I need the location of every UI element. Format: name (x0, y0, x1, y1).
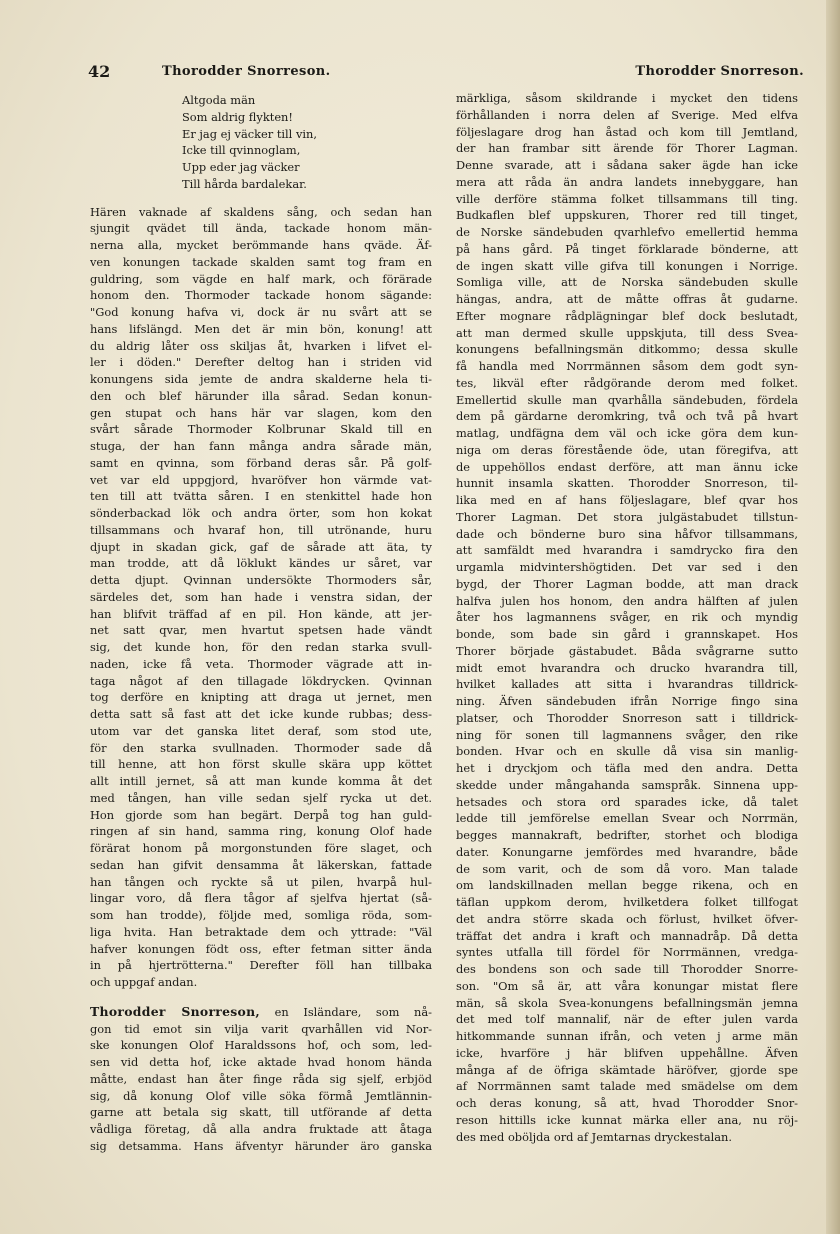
paragraph-skald (90, 204, 432, 991)
text-line: de uppehöllos endast derföre, att man ännu icke (456, 459, 798, 474)
running-head-left: Thorodder Snorreson. (162, 64, 331, 79)
text-line: djupt in skadan gick, gaf de sårade att äta, ty (90, 539, 432, 554)
verse-line: Till hårda bardalekar. (182, 176, 307, 191)
text-line: hvilket kallades att sitta i hvarandras tilldrick- (456, 677, 798, 692)
text-line: vådliga företag, då alla andra fruktade att åtaga (90, 1122, 432, 1136)
text-line: män, så skola Svea-konungens befallningsmän jemna (456, 995, 798, 1010)
text-line: halfva julen hos honom, den andra hälften af julen (456, 593, 798, 608)
running-header (88, 58, 804, 84)
section-title: Thorodder Snorreson, (90, 1003, 261, 1019)
text-line: ringen af sin hand, samma ring, konung Olof hade (90, 824, 432, 839)
text-line: detta satt så fast att det icke kunde rubbas; dess- (90, 707, 432, 721)
text-line: sedan han gifvit densamma åt läkerskan, fattade (90, 857, 432, 872)
section-opening-line (90, 1004, 432, 1021)
text-line: bonde, som bade sin gård i grannskapet. Hos (456, 627, 798, 641)
text-line: de som varit, och de som då voro. Man talade (456, 861, 798, 876)
text-line: hitkommande sunnan ifrån, och veten j arme män (456, 1029, 798, 1043)
text-line: sjungit qvädet till ända, tackade honom män- (90, 221, 432, 236)
paragraph-thorodder (90, 1004, 432, 1155)
text-line: sig detsamma. Hans äfventyr härunder äro ganska (90, 1138, 432, 1153)
text-line: svårt sårade Thormoder Kolbrunar Skald till en (90, 422, 432, 437)
text-line: matlag, undfägna dem väl och icke göra dem kun- (456, 426, 798, 440)
text-line: märkliga, såsom skildrande i mycket den tidens (456, 91, 798, 105)
text-line: detta djupt. Qvinnan undersökte Thormoders sår, (90, 573, 432, 587)
text-line: guldring, som vägde en half mark, och förärade (90, 271, 432, 286)
text-line: naden, icke få veta. Thormoder vägrade att in- (90, 656, 432, 671)
text-line: begges mannakraft, bedrifter, storhet och blodiga (456, 828, 798, 842)
text-line: dem på gärdarne deromkring, två och två på hvart (456, 409, 798, 424)
text-line: särdeles det, som han hade i venstra sidan, der (90, 589, 432, 604)
text-line: Budkaflen blef uppskuren, Thorer red till tinget, (456, 208, 798, 223)
text-line: till henne, att hon först skulle skära upp köttet (90, 757, 432, 772)
text-line: samt en qvinna, som förband deras sår. På golf- (90, 455, 432, 470)
verse-line: Icke till qvinnoglam, (182, 143, 301, 158)
text-line: ledde till jemförelse emellan Svear och Norrmän, (456, 811, 798, 826)
text-line: midt emot hvarandra och drucko hvarandra till, (456, 660, 798, 675)
text-line: ske konungen Olof Haraldssons hof, och som, led- (90, 1038, 432, 1053)
text-line: åter hos lagmannens svåger, en rik och myndig (456, 610, 798, 625)
text-line: son. "Om så är, att våra konungar mistat flere (456, 978, 798, 993)
text-line: många af de öfriga skämtade häröfver, gjorde spe (456, 1062, 798, 1077)
left-column (90, 90, 432, 1155)
text-line: Somliga ville, att de Norska sändebuden skulle (456, 275, 798, 290)
text-line: Hären vaknade af skaldens sång, och sedan han (90, 204, 432, 219)
verse-line: Altgoda män (182, 93, 256, 107)
text-line: des med oböljda ord af Jemtarnas dryckestalan. (456, 1129, 732, 1144)
text-line: Efter mognare rådplägningar blef dock beslutadt, (456, 308, 798, 323)
text-line: liga hvita. Han betraktade dem och yttrade: "Väl (90, 924, 432, 939)
text-line: måtte, endast han åter finge råda sig sjelf, erbjöd (90, 1071, 432, 1086)
text-line: "God konung hafva vi, dock är nu svårt att se (90, 305, 432, 319)
text-line: allt intill jernet, så att man kunde komma åt det (90, 774, 432, 788)
text-line: der han frambar sitt ärende för Thorer Lagman. (456, 141, 798, 156)
text-line: det andra större skada och förlust, hvilket öfver- (456, 911, 798, 926)
text-line: träffat det andra i kraft och mannadråp. Då detta (456, 928, 798, 943)
text-line: ler i döden." Derefter deltog han i striden vid (90, 355, 432, 370)
text-line: des bondens son och sade till Thorodder Snorre- (456, 962, 798, 976)
text-line: lingar voro, då flera tågor af sjelfva hjertat (så- (90, 891, 432, 906)
text-line: du aldrig låter oss skiljas åt, hvarken i lifvet el- (90, 338, 432, 353)
page-number: 42 (88, 62, 111, 81)
running-head-right: Thorodder Snorreson. (635, 64, 804, 79)
text-line: sönderbackad lök och andra örter, som hon kokat (90, 506, 432, 520)
text-line: lika med en af hans följeslagare, blef qvar hos (456, 493, 798, 507)
verse-line: Som aldrig flykten! (182, 109, 293, 124)
text-line: utom var det ganska litet deraf, som stod ute, (90, 723, 432, 738)
text-line: urgamla midvintershögtiden. Det var sed i den (456, 560, 798, 574)
verse-line: Er jag ej väcker till vin, (182, 126, 317, 141)
text-line: nerna alla, mycket berömmande hans qväde. Äf- (90, 238, 432, 252)
text-line: mera att råda än andra landets innebyggare, han (456, 174, 798, 189)
text-line: konungens sida jemte de andra skalderne hela ti- (90, 372, 432, 386)
verse-block (90, 92, 432, 193)
text-line: bonden. Hvar och en skulle då visa sin manlig- (456, 744, 798, 759)
text-line: få handla med Norrmännen såsom dem godt syn- (456, 359, 798, 373)
text-line: het i dryckjom och täfla med den andra. Detta (456, 761, 798, 775)
text-line: ning. Äfven sändebuden ifrån Norrige fingo sina (456, 694, 798, 708)
text-line: han tången och ryckte så ut pilen, hvarpå hul- (90, 874, 432, 889)
text-line: honom den. Thormoder tackade honom sägande: (90, 288, 432, 303)
text-line: Thorer Lagman. Det stora julgästabudet tillstun- (456, 509, 798, 524)
text-line: konungens befallningsmän ditkommo; dessa skulle (456, 342, 798, 357)
text-line: dater. Konungarne jemfördes med hvarandre, både (456, 844, 798, 859)
text-line: sen vid detta hof, icke aktade hvad honom hända (90, 1055, 432, 1069)
text-line: in på hjertrötterna." Derefter föll han tillbaka (90, 958, 432, 973)
text-line: om landskillnaden mellan begge rikena, och en (456, 878, 798, 893)
text-line: hafver konungen födt oss, efter fetman sitter ända (90, 941, 432, 956)
text-line: ville derföre stämma folket tillsammans till ting. (456, 191, 798, 206)
text-line: det med tolf mannalif, när de efter julen varda (456, 1012, 798, 1027)
text-line: och deras konung, så att, hvad Thorodder Snor- (456, 1096, 798, 1110)
right-column (456, 90, 798, 1145)
text-line: den och blef härunder illa sårad. Sedan konun- (90, 388, 432, 403)
text-line: med tången, han ville sedan sjelf rycka ut det. (90, 790, 432, 805)
text-line: dade och bönderne buro sina håfvor tillsammans, (456, 526, 798, 541)
text-line: de ingen skatt ville gifva till konungen i Norrige. (456, 258, 798, 273)
text-line: att samfäldt med hvarandra i samdrycko fira den (456, 543, 798, 558)
paragraph-thorodder-body (90, 1021, 432, 1155)
text-line: förhållanden i norra delen af Sverige. Med elfva (456, 107, 798, 122)
text-line: täflan uppkom derom, hvilketdera folket tillfogat (456, 895, 798, 909)
text-line: att man dermed skulle uppskjuta, till dess Svea- (456, 325, 798, 340)
text-line: bygd, der Thorer Lagman bodde, att man drack (456, 576, 798, 591)
text-line: Thorer började gästabudet. Båda svågrarne sutto (456, 643, 798, 658)
text-line: sig, då konung Olof ville söka förmå Jemtlännin- (90, 1088, 432, 1103)
text-line: som han trodde), följde med, somliga röda, som- (90, 908, 432, 922)
text-line: garne att betala sig skatt, till utförande af detta (90, 1105, 432, 1120)
text-line: hans lifslängd. Men det är min bön, konung! att (90, 321, 432, 336)
text-line: tillsammans och hvaraf hon, till utrönande, huru (90, 522, 432, 537)
text-line: ven konungen tackade skalden samt tog fram en (90, 254, 432, 269)
text-line: förärat honom på morgonstunden före slaget, och (90, 841, 432, 855)
text-line: af Norrmännen samt talade med smädelse om dem (456, 1079, 798, 1094)
text-line: ning för sonen till lagmannens svåger, den rike (456, 727, 798, 742)
text-line: Hon gjorde som han begärt. Derpå tog han guld- (90, 807, 432, 822)
page-edge (826, 0, 840, 1234)
text-line: reson hittills icke kunnat märka eller ana, nu röj- (456, 1112, 798, 1127)
text-line: icke, hvarföre j här blifven uppehållne. Äfven (456, 1045, 798, 1060)
text-line: hängas, andra, att de måtte offras åt gudarne. (456, 292, 798, 306)
text-line: ten till att tvätta såren. I en stenkittel hade hon (90, 489, 432, 504)
text-line: för den starka svullnaden. Thormoder sade då (90, 740, 432, 755)
text-line: på hans gård. På tinget förklarade bönderne, att (456, 241, 798, 256)
text-line: net satt qvar, men hvartut spetsen hade vändt (90, 623, 432, 638)
text-line: de Norske sändebuden qvarhlefvo emellertid hemma (456, 225, 798, 239)
text-line: tes, likväl efter rådgörande derom med folket. (456, 375, 798, 390)
text-line: platser, och Thorodder Snorreson satt i tilldrick- (456, 710, 798, 725)
verse-line: Upp eder jag väcker (182, 160, 300, 174)
text-line: tog derföre en knipting att draga ut jernet, men (90, 690, 432, 705)
text-line: taga något af den tillagade lökdrycken. Qvinnan (90, 673, 432, 688)
text-line: gon tid emot sin vilja varit qvarhållen vid Nor- (90, 1021, 432, 1036)
text-line: hetsades och stora ord sparades icke, då talet (456, 794, 798, 809)
text-line: man trodde, att då löklukt kändes ur såret, var (90, 556, 432, 571)
text-line: stuga, der han fann många andra sårade män, (90, 439, 432, 453)
text-line: och uppgaf andan. (90, 975, 198, 989)
text-line: syntes utfalla till fördel för Norrmännen, vredga- (456, 945, 798, 960)
text-line: Emellertid skulle man qvarhålla sändebuden, fördela (456, 392, 798, 407)
text-line: följeslagare drog han åstad och kom till Jemtland, (456, 124, 798, 139)
text-line: sig, det kunde hon, för den redan starka svull- (90, 640, 432, 654)
text-line: vet var eld uppgjord, hvaröfver hon värmde vat- (90, 472, 432, 487)
text-line: skedde under mångahanda samspråk. Sinnena upp- (456, 777, 798, 792)
text-line: hunnit insamla skatten. Thorodder Snorreson, til- (456, 476, 798, 491)
section-opening-text: en Isländare, som nå- (260, 1004, 432, 1019)
text-line: han blifvit träffad af en pil. Hon kände, att jer- (90, 606, 432, 621)
text-line: niga om deras förestående öde, utan föregifva, att (456, 442, 798, 457)
text-line: gen stupat och hans här var slagen, kom den (90, 405, 432, 420)
text-line: Denne svarade, att i sådana saker ägde han icke (456, 158, 798, 172)
